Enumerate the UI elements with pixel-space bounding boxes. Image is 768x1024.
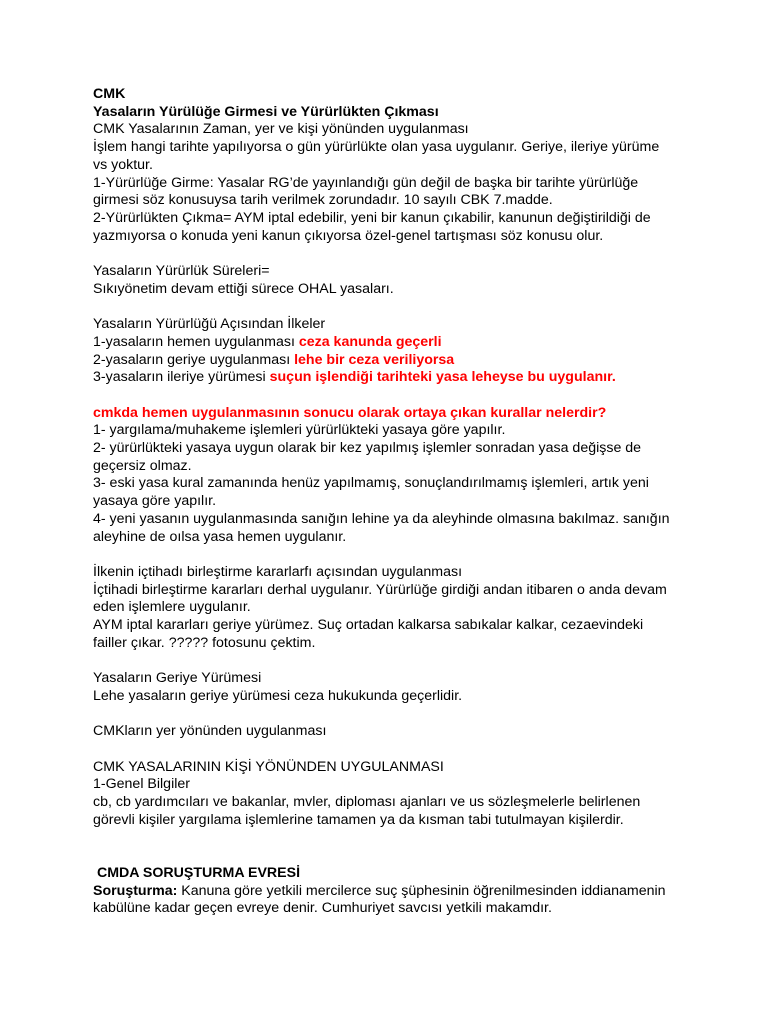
paragraph-line: vs yoktur. <box>93 156 153 173</box>
section-heading-investigation: CMDA SORUŞTURMA EVRESİ <box>93 864 301 881</box>
section-heading: Yasaların Yürülüğe Girmesi ve Yürürlükten Çıkması <box>93 103 439 120</box>
spacer <box>93 298 753 316</box>
principle-text: 2-yasaların geriye uygulanması <box>93 351 295 368</box>
doc-title: CMK <box>93 86 126 102</box>
paragraph-line: aleyhine de oılsa yasa hemen uygulanır. <box>93 528 347 545</box>
paragraph-line: yazmıyorsa o konuda yeni kanun çıkıyorsa özel-genel tartışması söz konusu olur. <box>93 227 604 244</box>
spacer <box>93 245 753 263</box>
definition-text: Kanuna göre yetkili mercilerce suç şüphesinin öğrenilmesinden iddianamenin <box>177 882 666 899</box>
principle-item <box>93 369 753 387</box>
question-heading: cmkda hemen uygulanmasının sonucu olarak ortaya çıkan kurallar nelerdir? <box>93 404 607 421</box>
principle-text: 3-yasaların ileriye yürümesi <box>93 369 270 386</box>
paragraph-line: CMK YASALARININ KİŞİ YÖNÜNDEN UYGULANMASI <box>93 758 444 775</box>
paragraph-line: 1-Yürürlüğe Girme: Yasalar RG’de yayınlandığı gün değil de başka bir tarihte yürürlüğe <box>93 174 639 191</box>
principle-highlight: ceza kanunda geçerli <box>298 333 442 350</box>
paragraph-line: cb, cb yardımcıları ve bakanlar, mvler, diploması ajanları ve us sözleşmelerle belirlenen <box>93 794 641 811</box>
paragraph-line: geçersiz olmaz. <box>93 457 192 474</box>
principle-item <box>93 352 753 370</box>
paragraph-line: görevli kişiler yargılama işlemlerine tamamen ya da kısman tabi tutulmayan kişilerdir. <box>93 811 624 828</box>
spacer <box>93 706 753 724</box>
definition-term: Soruşturma: <box>93 882 178 899</box>
paragraph-line: yasaya göre yapılır. <box>93 493 217 510</box>
paragraph-line: AYM iptal kararları geriye yürümez. Suç ortadan kalkarsa sabıkalar kalkar, cezaevindeki <box>93 617 644 634</box>
spacer <box>93 546 753 564</box>
principle-highlight: suçun işlendiği tarihteki yasa leheyse bu uygulanır. <box>269 369 616 386</box>
principles-title: Yasaların Yürürlüğü Açısından İlkeler <box>93 316 326 333</box>
paragraph-line: Lehe yasaların geriye yürümesi ceza hukukunda geçerlidir. <box>93 687 463 704</box>
paragraph-line: Yasaların Geriye Yürümesi <box>93 670 262 687</box>
paragraph-line: eden işlemlere uygulanır. <box>93 599 251 616</box>
paragraph-line: 2- yürürlükteki yasaya uygun olarak bir kez yapılmış işlemler sonradan yasa değişse de <box>93 440 642 457</box>
principle-highlight: lehe bir ceza veriliyorsa <box>294 351 455 368</box>
definition-line <box>93 883 753 901</box>
principle-item <box>93 334 753 352</box>
paragraph-line: Yasaların Yürürlük Süreleri= <box>93 263 270 280</box>
spacer <box>93 829 753 864</box>
spacer <box>93 741 753 759</box>
paragraph-line: 3- eski yasa kural zamanında henüz yapılmamış, sonuçlandırılmamış işlemleri, artık yeni <box>93 475 649 492</box>
paragraph-line: failler çıkar. ????? fotosunu çektim. <box>93 634 316 651</box>
paragraph-line: 1- yargılama/muhakeme işlemleri yürürlükteki yasaya göre yapılır. <box>93 422 506 439</box>
paragraph-line: 2-Yürürlükten Çıkma= AYM iptal edebilir, yeni bir kanun çıkabilir, kanunun değiştirildiği de <box>93 209 651 226</box>
paragraph-line: girmesi söz konusuysa tarih verilmek zorundadır. 10 sayılı CBK 7.madde. <box>93 192 553 209</box>
paragraph-line: CMKların yer yönünden uygulanması <box>93 723 327 740</box>
paragraph-line: İçtihadi birleştirme kararları derhal uygulanır. Yürürlüğe girdiği andan itibaren o anda devam <box>93 581 667 598</box>
paragraph-line: CMK Yasalarının Zaman, yer ve kişi yönünden uygulanması <box>93 121 469 138</box>
principle-text: 1-yasaların hemen uygulanması <box>93 333 299 350</box>
paragraph-line: 4- yeni yasanın uygulanmasında sanığın lehine ya da aleyhinde olmasına bakılmaz. sanığın <box>93 510 670 527</box>
paragraph-line: 1-Genel Bilgiler <box>93 776 190 793</box>
spacer <box>93 652 753 670</box>
paragraph-line: kabülüne kadar geçen evreye denir. Cumhuriyet savcısı yetkili makamdır. <box>93 900 552 917</box>
document-page <box>93 86 753 918</box>
spacer <box>93 387 753 405</box>
paragraph-line: İşlem hangi tarihte yapılıyorsa o gün yürürlükte olan yasa uygulanır. Geriye, ileriye yürüme <box>93 139 660 156</box>
paragraph-line: İlkenin içtihadı birleştirme kararlarfı açısından uygulanması <box>93 563 463 580</box>
paragraph-line: Sıkıyönetim devam ettiği sürece OHAL yasaları. <box>93 280 394 297</box>
